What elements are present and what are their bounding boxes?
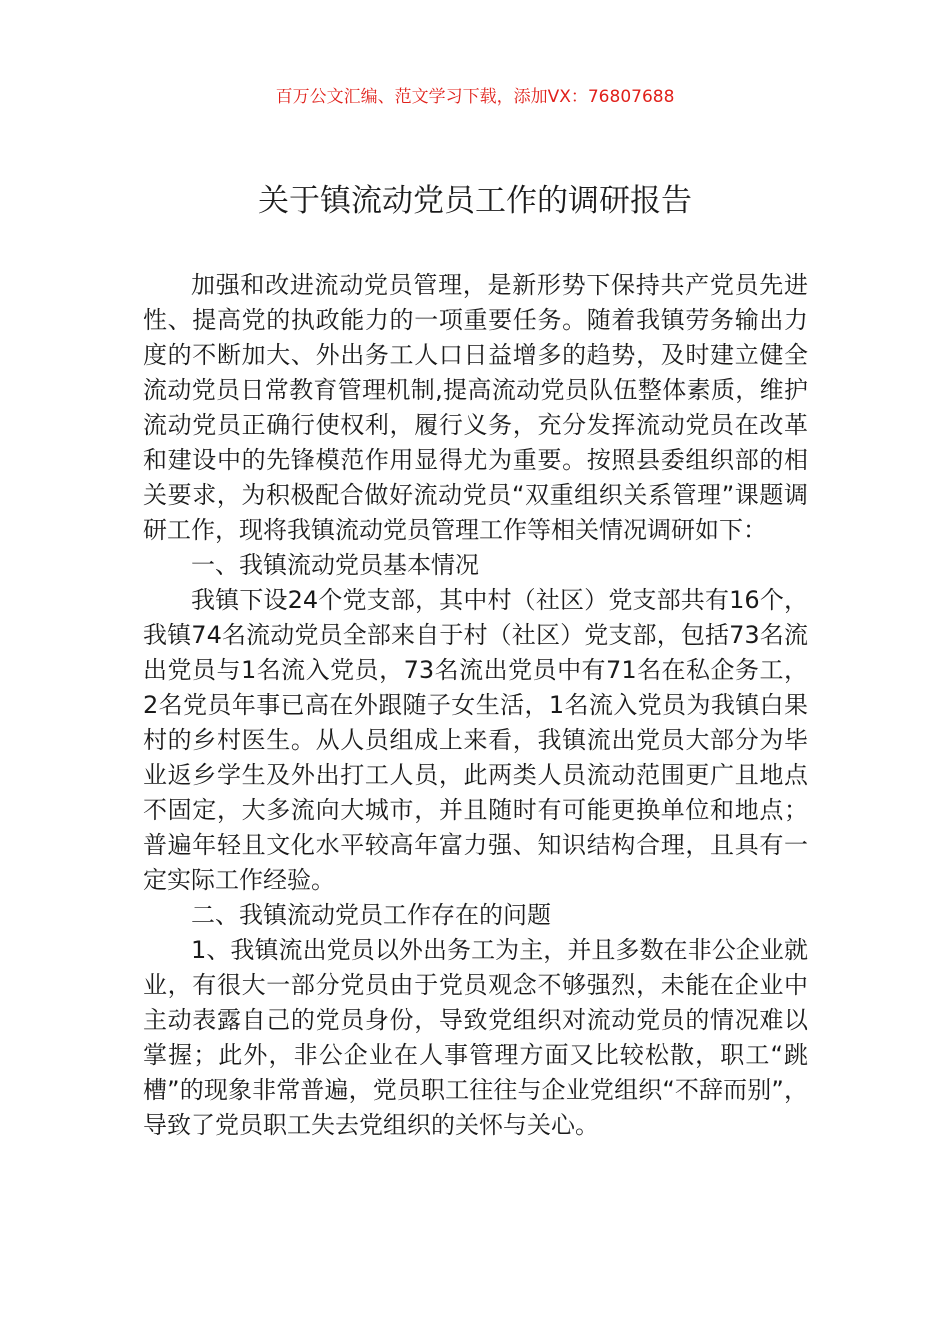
section-2-paragraph-1: 1、我镇流出党员以外出务工为主，并且多数在非公企业就业，有很大一部分党员由于党员观念不够强烈，未能在企业中主动表露自己的党员身份，导致党组织对流动党员的情况难以掌握；此外，非公企业在人事管理方面又比较松散，职工“跳槽”的现象非常普遍，党员职工往往与企业党组织“不辞而别”，导致了党员职工失去党组织的关怀与关心。 bbox=[143, 936, 808, 1139]
section-1-paragraph: 我镇下设24个党支部，其中村（社区）党支部共有16个，我镇74名流动党员全部来自于村（社区）党支部，包括73名流出党员与1名流入党员，73名流出党员中有71名在私企务工，2名党员年事已高在外跟随子女生活，1名流入党员为我镇白果村的乡村医生。从人员组成上来看，我镇流出党员大部分为毕业返乡学生及外出打工人员，此两类人员流动范围更广且地点不固定，大多流向大城市，并且随时有可能更换单位和地点；普遍年轻且文化水平较高年富力强、知识结构合理，且具有一定实际工作经验。 bbox=[143, 586, 808, 894]
document-body bbox=[143, 268, 808, 1143]
document-title: 关于镇流动党员工作的调研报告 bbox=[258, 183, 692, 219]
watermark-notice: 百万公文汇编、范文学习下载，添加VX：76807688 bbox=[275, 87, 675, 107]
intro-paragraph: 加强和改进流动党员管理，是新形势下保持共产党员先进性、提高党的执政能力的一项重要任务。随着我镇劳务输出力度的不断加大、外出务工人口日益增多的趋势，及时建立健全流动党员日常教育管理机制,提高流动党员队伍整体素质，维护流动党员正确行使权利，履行义务，充分发挥流动党员在改革和建设中的先锋模范作用显得尤为重要。按照县委组织部的相关要求，为积极配合做好流动党员“双重组织关系管理”课题调研工作，现将我镇流动党员管理工作等相关情况调研如下： bbox=[143, 271, 808, 544]
section-heading-2: 二、我镇流动党员工作存在的问题 bbox=[191, 901, 551, 929]
section-heading-1: 一、我镇流动党员基本情况 bbox=[191, 551, 479, 579]
